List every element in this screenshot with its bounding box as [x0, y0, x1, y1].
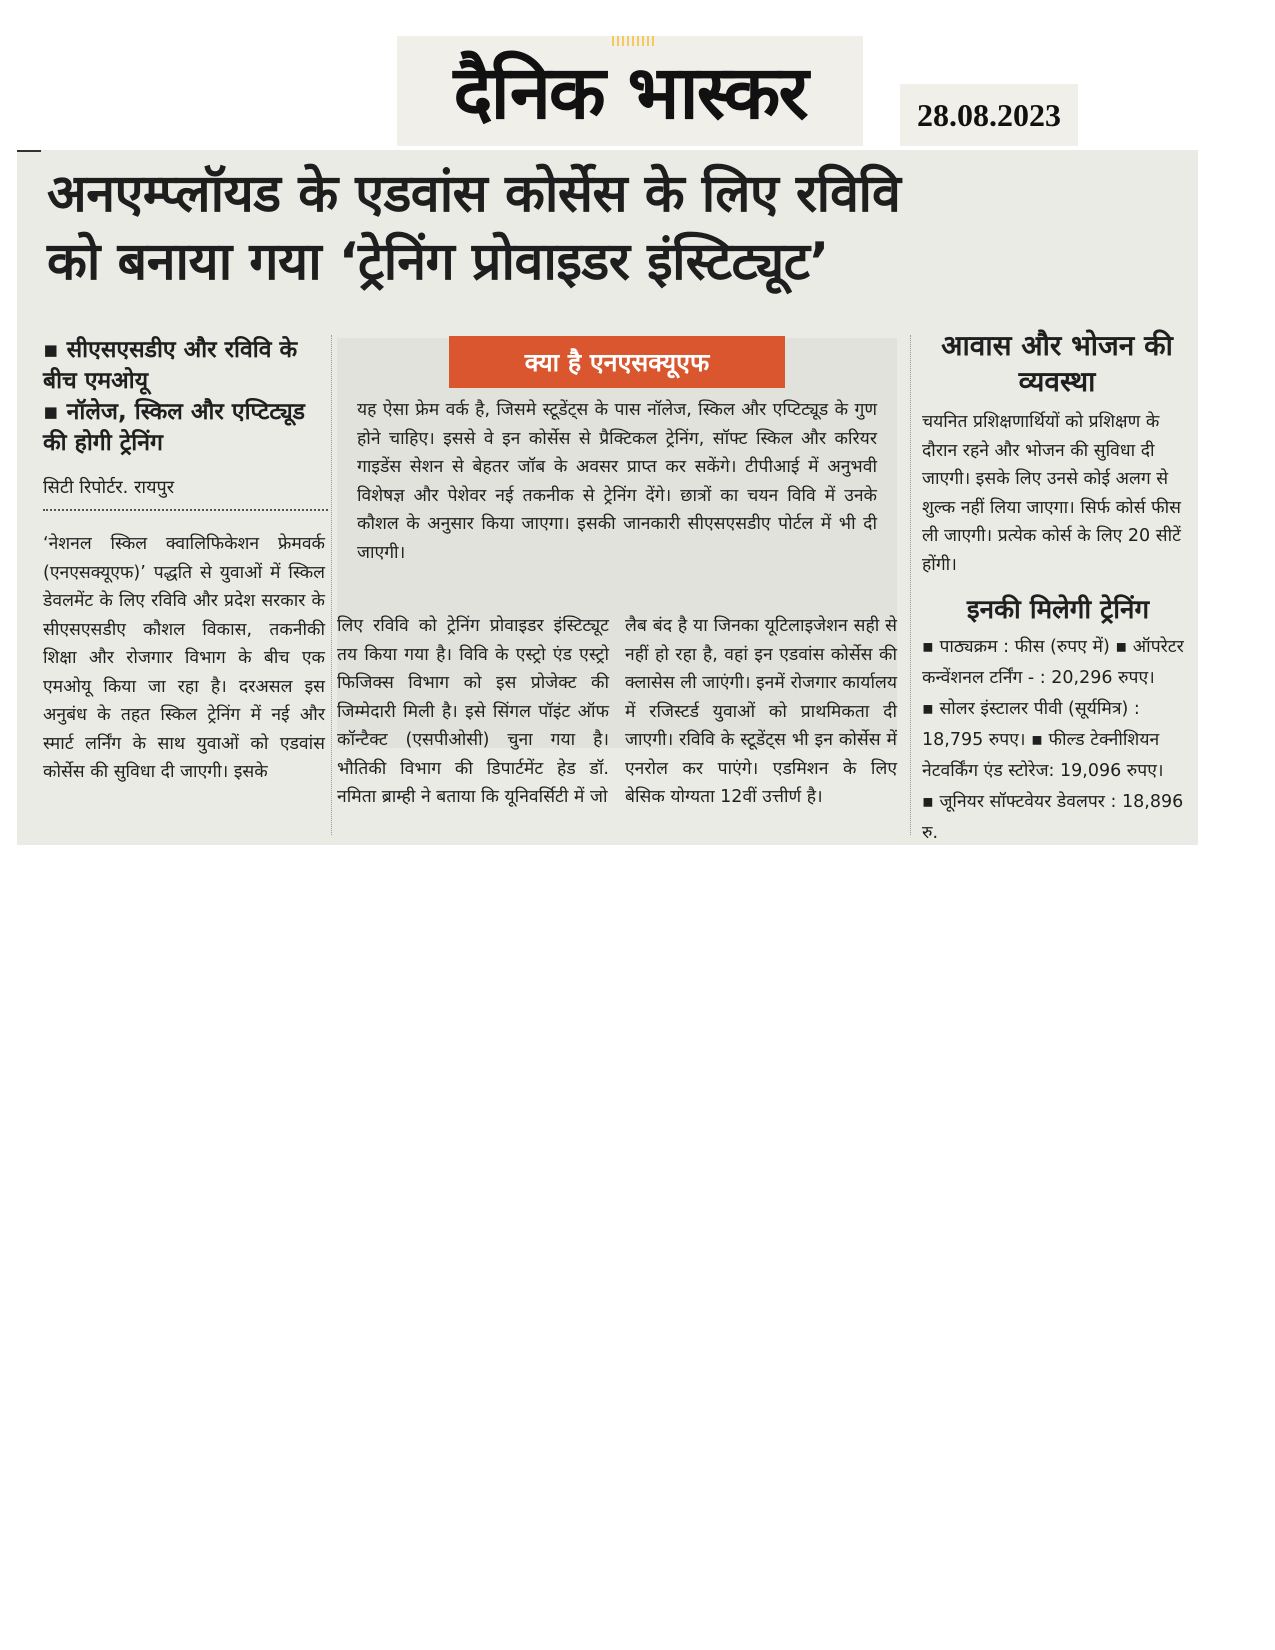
subhead-2: ▪ नॉलेज, स्किल और एप्टिट्यूड की होगी ट्रेनिंग [43, 397, 333, 459]
training-item: ▪ सोलर इंस्टालर पीवी (सूर्यमित्र) : 18,795 रुपए। [922, 699, 1140, 750]
newspaper-masthead [397, 36, 863, 146]
byline: सिटी रिपोर्टर. रायपुर [43, 475, 328, 511]
nsqf-box-text: यह ऐसा फ्रेम वर्क है, जिसमे स्टूडेंट्स के पास नॉलेज, स्किल और एप्टिट्यूड के गुण होने चाहिए। इससे वे इन कोर्सेस से प्रैक्टिकल ट्रेनिंग, सॉफ्ट स्किल और करियर गाइडेंस सेशन से बेहतर जॉब के अवसर प्राप्त कर सकेंगे। टीपीआई में अनुभवी विशेषज्ञ और पेशेवर नई तकनीक से ट्रेनिंग देंगे। छात्रों का चयन विवि में उनके कौशल के अनुसार किया जाएगा। इसकी जानकारी सीएसएसडीए पोर्टल में भी दी जाएगी। [357, 400, 877, 563]
corner-mark [17, 150, 41, 160]
sidebar-divider [910, 335, 911, 835]
column-divider [331, 335, 332, 835]
sun-logo-icon [612, 36, 656, 46]
date-box [900, 84, 1078, 146]
subhead-1: ▪ सीएसएसडीए और रविवि के बीच एमओयू [43, 335, 333, 397]
subheads [43, 335, 333, 459]
headline-line-2: को बनाया गया ‘ट्रेनिंग प्रोवाइडर इंस्टिट्यूट’ [47, 232, 829, 292]
training-item: ▪ फील्ड टेक्नीशियन नेटवर्किंग एंड स्टोरेज: 19,096 रुपए। [922, 730, 1164, 781]
nsqf-box-tag: क्या है एनएसक्यूएफ [449, 336, 785, 388]
training-item: ▪ जूनियर सॉफ्टवेयर डेवलपर : 18,896 रु. [922, 792, 1183, 843]
sidebar-text: चयनित प्रशिक्षणार्थियों को प्रशिक्षण के दौरान रहने और भोजन की सुविधा दी जाएगी। इसके लिए उनसे कोई अलग से शुल्क नहीं लिया जाएगा। सिर्फ कोर्स फीस ली जाएगी। प्रत्येक कोर्स के लिए 20 सीटें होंगी। [922, 412, 1181, 575]
training-item: ▪ ऑपरेटर कन्वेंशनल टर्निंग - : 20,296 रुपए। [922, 637, 1184, 688]
body-column-2: लिए रविवि को ट्रेनिंग प्रोवाइडर इंस्टिट्यूट तय किया गया है। विवि के एस्ट्रो एंड एस्ट्रो फिजिक्स विभाग को इस प्रोजेक्ट की जिम्मेदारी मिली है। इसे सिंगल पॉइंट ऑफ कॉन्टैक्ट (एसपीओसी) चुना गया है। भौतिकी विभाग की डिपार्टमेंट हेड डॉ. नमिता ब्राम्ही ने बताया कि यूनिवर्सिटी में जो [337, 616, 609, 807]
training-item: ▪ पाठ्यक्रम : फीस (रुपए में) [922, 637, 1110, 657]
sidebar-heading: आवास और भोजन की व्यवस्था [941, 329, 1173, 398]
body-column-1: ‘नेशनल स्किल क्वालिफिकेशन फ्रेमवर्क (एनएसक्यूएफ)’ पद्धति से युवाओं में स्किल डेवलमेंट के लिए रविवि और प्रदेश सरकार के सीएसएसडीए कौशल विकास, तकनीकी शिक्षा और रोजगार विभाग के बीच एक एमओयू किया जा रहा है। दरअसल इस अनुबंध के तहत स्किल ट्रेनिंग में नई और स्मार्ट लर्निंग के साथ युवाओं को एडवांस कोर्सेस की सुविधा दी जाएगी। इसके [43, 534, 325, 782]
headline-line-1: अनएम्प्लॉयड के एडवांस कोर्सेस के लिए रविवि [47, 164, 901, 224]
newspaper-title: दैनिक भास्कर [453, 50, 807, 136]
news-clipping [17, 150, 1198, 845]
training-list [922, 632, 1194, 849]
publication-date: 28.08.2023 [917, 96, 1061, 133]
headline [47, 160, 1177, 296]
body-column-3: लैब बंद है या जिनका यूटिलाइजेशन सही से नहीं हो रहा है, वहां इन एडवांस कोर्सेस की क्लासेस ली जाएंगी। इनमें रोजगार कार्यालय में रजिस्टर्ड युवाओं को प्राथमिकता दी जाएगी। रविवि के स्टूडेंट्स भी इन कोर्सेस में एनरोल कर पाएंगे। एडमिशन के लिए बेसिक योग्यता 12वीं उत्तीर्ण है। [625, 616, 897, 807]
training-heading: इनकी मिलेगी ट्रेनिंग [966, 595, 1150, 625]
